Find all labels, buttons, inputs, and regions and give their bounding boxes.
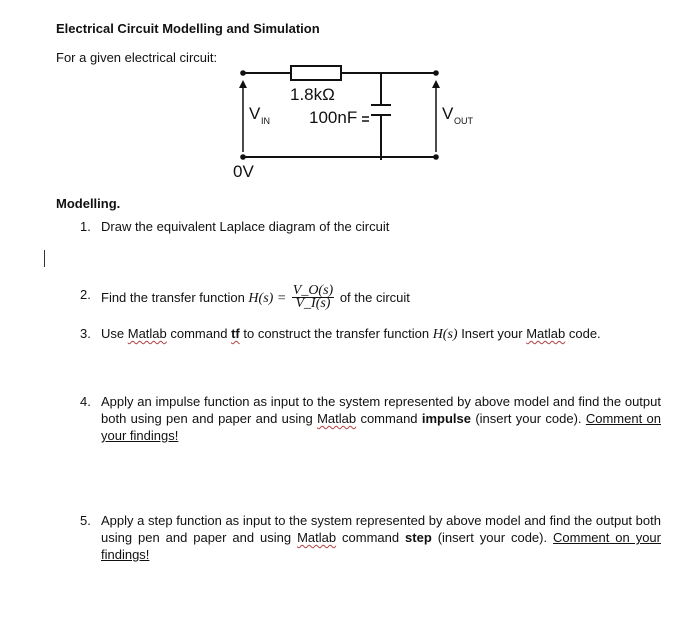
circuit-diagram bbox=[225, 60, 473, 185]
vin-label-main: V bbox=[249, 104, 261, 123]
resistor-symbol bbox=[291, 66, 341, 80]
section-heading: Modelling. bbox=[56, 196, 121, 211]
capacitor-label: 100nF bbox=[309, 108, 358, 127]
item-number: 2. bbox=[80, 287, 91, 302]
list-item-1 bbox=[80, 218, 670, 236]
transfer-function-symbol: H(s) bbox=[248, 290, 274, 306]
list-item-4 bbox=[80, 393, 661, 447]
terminal-out-top bbox=[433, 70, 439, 76]
transfer-function-fraction: $\frac{V\_O(s)}{V\_I(s)}$ bbox=[292, 283, 334, 311]
list-item-3 bbox=[80, 325, 670, 343]
list-item-5 bbox=[80, 512, 661, 566]
item-text: Apply a step function as input to the system represented by above model and find the output both using pen and paper and using Matlab command step (insert your code). Comment on your findings! bbox=[101, 513, 661, 562]
item-text: Draw the equivalent Laplace diagram of the circuit bbox=[101, 219, 390, 234]
ground-label: 0V bbox=[233, 162, 254, 181]
vout-label-main: V bbox=[442, 104, 454, 123]
vin-arrowhead bbox=[239, 80, 247, 88]
resistor-label: 1.8kΩ bbox=[290, 85, 335, 104]
text-cursor bbox=[44, 250, 45, 267]
item-number: 1. bbox=[80, 219, 91, 234]
item-number: 5. bbox=[80, 513, 91, 528]
terminal-out-bottom bbox=[433, 154, 439, 160]
item-number: 4. bbox=[80, 394, 91, 409]
item-text: Find the transfer function H(s) = $\frac{V\_O(s)}{V\_I(s)}$ of the circuit bbox=[101, 283, 410, 311]
item-text: Use Matlab command tf to construct the transfer function H(s) Insert your Matlab code. bbox=[101, 326, 601, 342]
vout-label-sub: OUT bbox=[454, 116, 473, 126]
list-item-2 bbox=[80, 284, 670, 314]
vout-arrowhead bbox=[432, 80, 440, 88]
terminal-in-top bbox=[240, 70, 246, 76]
document-title: Electrical Circuit Modelling and Simulation bbox=[56, 21, 320, 36]
terminal-in-bottom bbox=[240, 154, 246, 160]
vin-label-sub: IN bbox=[261, 116, 270, 126]
item-number: 3. bbox=[80, 326, 91, 341]
intro-text: For a given electrical circuit: bbox=[56, 50, 218, 65]
item-text: Apply an impulse function as input to the system represented by above model and find the output both using pen and paper and using Matlab command impulse (insert your code). Comment on your findings! bbox=[101, 394, 661, 443]
